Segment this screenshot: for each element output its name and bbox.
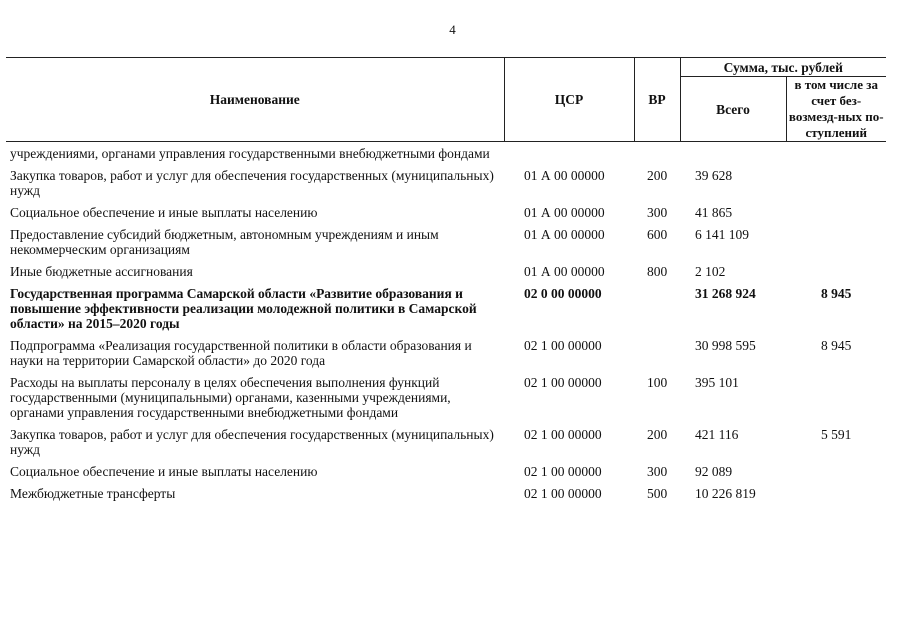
cell-free [786, 264, 886, 286]
cell-vr [634, 338, 680, 375]
cell-vr: 800 [647, 264, 668, 279]
table-row [6, 286, 886, 338]
cell-name: Социальное обеспечение и иные выплаты населению [10, 464, 318, 479]
cell-total: 92 089 [695, 464, 733, 479]
cell-csr: 02 0 00 00000 [524, 286, 602, 301]
cell-vr: 100 [647, 375, 668, 390]
cell-csr [504, 142, 634, 169]
table-row [6, 486, 886, 508]
cell-free [786, 142, 886, 169]
cell-free [786, 227, 886, 264]
cell-total [680, 142, 786, 169]
cell-csr: 01 А 00 00000 [524, 227, 605, 242]
page-number: 4 [449, 22, 456, 37]
cell-free: 8 945 [821, 286, 852, 301]
cell-name: Закупка товаров, работ и услуг для обеспечения государственных (муниципальных) нужд [10, 427, 494, 457]
cell-vr [634, 142, 680, 169]
cell-vr [634, 286, 680, 338]
cell-name: Государственная программа Самарской области «Развитие образования и повышение эффективности реализации молодежной политики в Самарской области» на 2015–2020 годы [10, 286, 477, 331]
cell-vr: 300 [647, 464, 668, 479]
table-row [6, 338, 886, 375]
cell-vr: 300 [647, 205, 668, 220]
cell-name: Расходы на выплаты персоналу в целях обеспечения выполнения функций государственными (муниципальными) органами, казенными учреждениями, органами управления государственными внебюджетными фондами [10, 375, 451, 420]
cell-total: 41 865 [695, 205, 733, 220]
table-body [6, 142, 886, 509]
cell-total: 39 628 [695, 168, 733, 183]
budget-table [6, 57, 886, 508]
table-row [6, 464, 886, 486]
cell-free [786, 168, 886, 205]
header-vr: ВР [634, 58, 680, 142]
cell-csr: 02 1 00 00000 [524, 427, 602, 442]
cell-total: 2 102 [695, 264, 726, 279]
cell-free [786, 486, 886, 508]
cell-csr: 02 1 00 00000 [524, 464, 602, 479]
cell-name: Иные бюджетные ассигнования [10, 264, 193, 279]
table-row [6, 227, 886, 264]
table-row [6, 375, 886, 427]
header-total: Всего [680, 77, 786, 142]
table-row [6, 264, 886, 286]
table-row [6, 142, 886, 169]
cell-vr: 200 [647, 168, 668, 183]
cell-free: 5 591 [821, 427, 852, 442]
table-row [6, 427, 886, 464]
cell-name: Подпрограмма «Реализация государственной политики в области образования и науки на территории Самарской области» до 2020 года [10, 338, 472, 368]
header-free: в том числе за счет без-возмезд-ных по-ступлений [786, 77, 886, 142]
cell-name: учреждениями, органами управления государственными внебюджетными фондами [10, 146, 490, 161]
cell-csr: 02 1 00 00000 [524, 486, 602, 501]
header-sum: Сумма, тыс. рублей [680, 58, 886, 77]
cell-free [786, 205, 886, 227]
cell-free [786, 464, 886, 486]
cell-name: Предоставление субсидий бюджетным, автономным учреждениям и иным некоммерческим организациям [10, 227, 439, 257]
cell-csr: 01 А 00 00000 [524, 168, 605, 183]
cell-vr: 200 [647, 427, 668, 442]
header-csr: ЦСР [504, 58, 634, 142]
cell-csr: 01 А 00 00000 [524, 205, 605, 220]
cell-total: 10 226 819 [695, 486, 756, 501]
cell-vr: 600 [647, 227, 668, 242]
cell-name: Межбюджетные трансферты [10, 486, 176, 501]
cell-total: 6 141 109 [695, 227, 749, 242]
table-row [6, 168, 886, 205]
cell-csr: 02 1 00 00000 [524, 338, 602, 353]
cell-name: Закупка товаров, работ и услуг для обеспечения государственных (муниципальных) нужд [10, 168, 494, 198]
table-row [6, 205, 886, 227]
cell-csr: 02 1 00 00000 [524, 375, 602, 390]
header-name: Наименование [6, 58, 504, 142]
cell-vr: 500 [647, 486, 668, 501]
cell-csr: 01 А 00 00000 [524, 264, 605, 279]
cell-free: 8 945 [821, 338, 852, 353]
table-header [6, 58, 886, 142]
cell-total: 31 268 924 [695, 286, 756, 301]
cell-name: Социальное обеспечение и иные выплаты населению [10, 205, 318, 220]
cell-free [786, 375, 886, 427]
cell-total: 421 116 [695, 427, 739, 442]
cell-total: 395 101 [695, 375, 739, 390]
cell-total: 30 998 595 [695, 338, 756, 353]
